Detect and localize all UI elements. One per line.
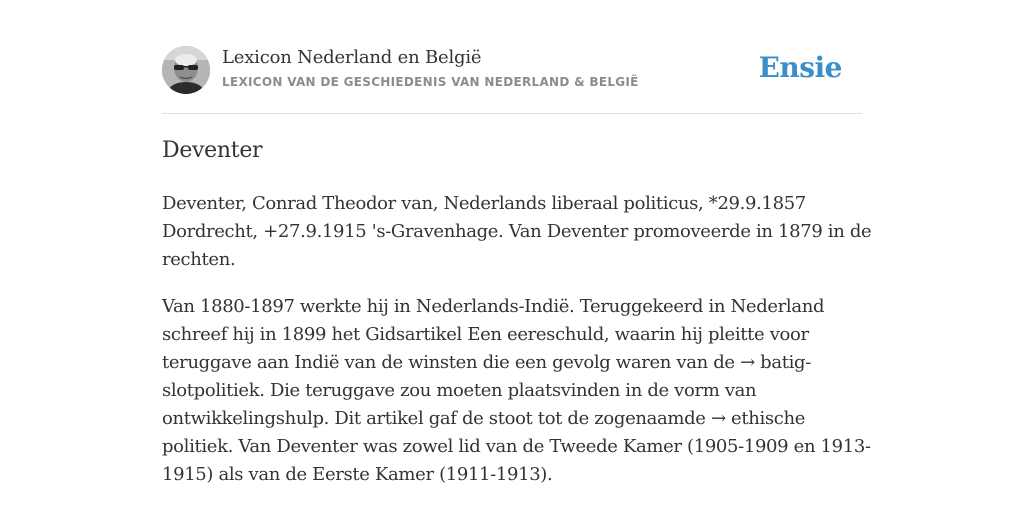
text-segment: ontwikkelingshulp. Dit artikel gaf de stoot tot de zogenaamde bbox=[162, 408, 711, 429]
source-header bbox=[162, 46, 862, 96]
brand-logo[interactable]: Ensie bbox=[758, 51, 842, 84]
text-line: politiek. Van Deventer was zowel lid van de Tweede Kamer (1905-1909 en 1913- bbox=[162, 436, 871, 457]
text-line: schreef hij in 1899 het Gidsartikel Een eereschuld, waarin hij pleitte voor bbox=[162, 324, 809, 345]
text-line: slotpolitiek. Die teruggave zou moeten plaatsvinden in de vorm van bbox=[162, 380, 757, 401]
source-title[interactable]: Lexicon Nederland en België bbox=[222, 47, 482, 68]
text-line: Deventer, Conrad Theodor van, Nederlands liberaal politicus, *29.9.1857 bbox=[162, 193, 806, 214]
author-portrait-icon bbox=[162, 46, 210, 94]
article-title: Deventer bbox=[162, 138, 263, 163]
link-batig-slotpolitiek[interactable]: → batig- bbox=[740, 352, 811, 373]
article-body bbox=[162, 190, 872, 508]
article-paragraph bbox=[162, 190, 872, 274]
text-line: Van 1880-1897 werkte hij in Nederlands-Indië. Teruggekeerd in Nederland bbox=[162, 296, 825, 317]
header-divider bbox=[162, 113, 862, 114]
text-line: rechten. bbox=[162, 249, 236, 270]
article-paragraph bbox=[162, 293, 871, 489]
text-line bbox=[162, 405, 862, 433]
avatar[interactable] bbox=[162, 46, 210, 94]
link-ethische-politiek[interactable]: → ethische bbox=[710, 408, 806, 429]
text-line: Dordrecht, +27.9.1915 's-Gravenhage. Van Deventer promoveerde in 1879 in de bbox=[162, 221, 872, 242]
text-line bbox=[162, 349, 862, 377]
source-subtitle: LEXICON VAN DE GESCHIEDENIS VAN NEDERLAND & BELGIË bbox=[222, 75, 639, 89]
text-line: 1915) als van de Eerste Kamer (1911-1913). bbox=[162, 464, 553, 485]
text-segment: teruggave aan Indië van de winsten die een gevolg waren van de bbox=[162, 352, 741, 373]
